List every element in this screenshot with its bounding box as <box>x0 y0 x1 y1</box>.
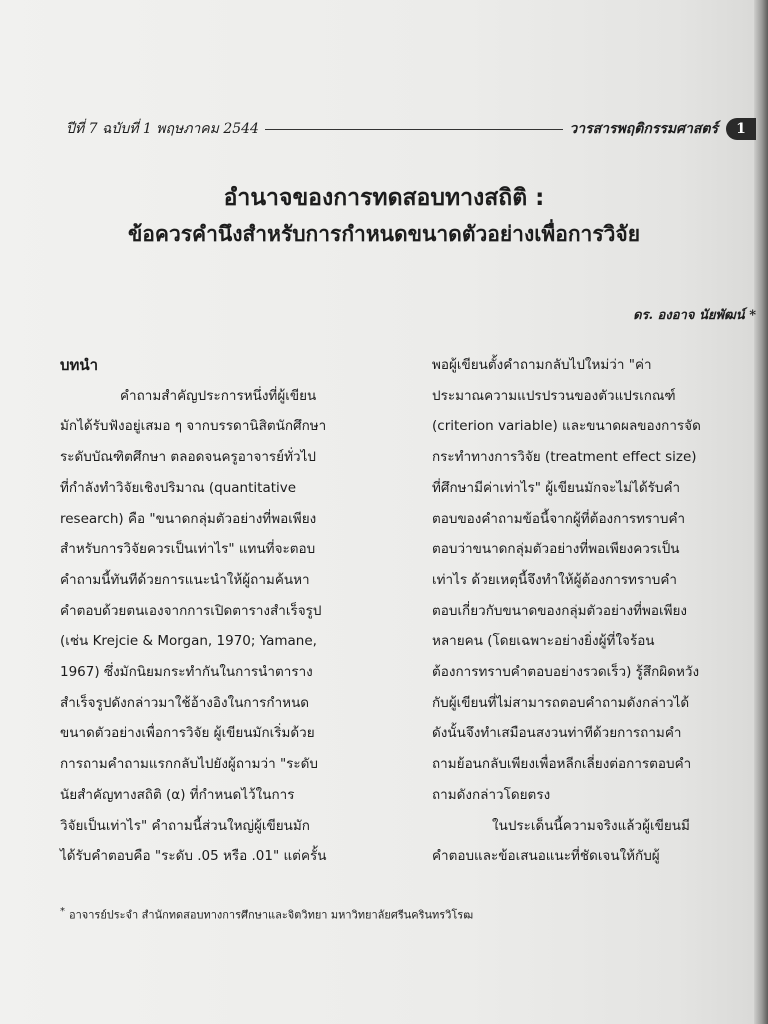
right-column <box>432 350 738 872</box>
text-line: 1967) ซึ่งมักนิยมกระทำกันในการนำตาราง <box>60 664 313 681</box>
text-line: นัยสำคัญทางสถิติ (α) ที่กำหนดไว้ในการ <box>60 786 295 803</box>
footnote <box>60 904 730 924</box>
text-line: มักได้รับฟังอยู่เสมอ ๆ จากบรรดานิสิตนักศึกษา <box>60 418 327 435</box>
section-heading: บทนำ <box>60 356 99 374</box>
text-line: สำหรับการวิจัยควรเป็นเท่าไร" แทนที่จะตอบ <box>60 541 316 558</box>
left-column <box>60 350 366 872</box>
title-main: อำนาจของการทดสอบทางสถิติ : <box>223 185 545 211</box>
header-rule <box>265 129 563 130</box>
text-line: ประมาณความแปรปรวนของตัวแปรเกณฑ์ <box>432 387 676 404</box>
journal-name: วารสารพฤติกรรมศาสตร์ <box>569 121 718 137</box>
text-line: กระทำทางการวิจัย (treatment effect size) <box>432 449 697 466</box>
text-line: (criterion variable) และขนาดผลของการจัด <box>432 418 701 435</box>
title-subtitle: ข้อควรคำนึงสำหรับการกำหนดขนาดตัวอย่างเพื่อการวิจัย <box>127 222 641 246</box>
text-line: เท่าไร ด้วยเหตุนี้จึงทำให้ผู้ต้องการทราบคำ <box>432 571 677 588</box>
text-line: (เช่น Krejcie & Morgan, 1970; Yamane, <box>60 633 317 650</box>
text-line: ถามย้อนกลับเพียงเพื่อหลีกเลี่ยงต่อการตอบคำ <box>432 756 692 773</box>
footnote-mark: * <box>60 906 65 917</box>
text-line: คำถามสำคัญประการหนึ่งที่ผู้เขียน <box>120 387 317 404</box>
text-line: หลายคน (โดยเฉพาะอย่างยิ่งผู้ที่ใจร้อน <box>432 633 655 650</box>
running-header <box>66 118 756 140</box>
text-line: ได้รับคำตอบคือ "ระดับ .05 หรือ .01" แต่ครั้น <box>60 848 327 865</box>
text-line: ตอบว่าขนาดกลุ่มตัวอย่างที่พอเพียงควรเป็น <box>432 541 680 558</box>
author-name: ดร. องอาจ นัยพัฒน์ * <box>633 308 756 323</box>
text-line: ที่กำลังทำวิจัยเชิงปริมาณ (quantitative <box>60 479 297 496</box>
text-line: วิจัยเป็นเท่าไร" คำถามนี้ส่วนใหญ่ผู้เขียนมัก <box>60 817 310 834</box>
text-line: คำตอบและข้อเสนอแนะที่ชัดเจนให้กับผู้ <box>432 848 660 865</box>
scan-edge <box>754 0 768 1024</box>
text-line: กับผู้เขียนที่ไม่สามารถตอบคำถามดังกล่าวได้ <box>432 694 690 711</box>
text-line: ที่ศึกษามีค่าเท่าไร" ผู้เขียนมักจะไม่ได้รับคำ <box>432 479 681 496</box>
text-line: ตอบเกี่ยวกับขนาดของกลุ่มตัวอย่างที่พอเพียง <box>432 602 688 619</box>
text-line: ตอบของคำถามข้อนี้จากผู้ที่ต้องการทราบคำ <box>432 510 686 527</box>
page-number-badge: 1 <box>726 118 756 140</box>
text-line: พอผู้เขียนตั้งคำถามกลับไปใหม่ว่า "ค่า <box>432 357 652 373</box>
issue-info: ปีที่ 7 ฉบับที่ 1 พฤษภาคม 2544 <box>66 121 259 137</box>
text-line: คำถามนี้ทันทีด้วยการแนะนำให้ผู้ถามค้นหา <box>60 571 310 588</box>
article-title <box>0 180 768 252</box>
text-line: การถามคำถามแรกกลับไปยังผู้ถามว่า "ระดับ <box>60 756 318 773</box>
footnote-text: อาจารย์ประจำ สำนักทดสอบทางการศึกษาและจิตวิทยา มหาวิทยาลัยศรีนครินทรวิโรฒ <box>69 908 474 922</box>
text-line: ในประเด็นนี้ความจริงแล้วผู้เขียนมี <box>492 817 690 834</box>
text-line: research) คือ "ขนาดกลุ่มตัวอย่างที่พอเพียง <box>60 510 317 527</box>
text-line: ต้องการทราบคำตอบอย่างรวดเร็ว) รู้สึกผิดหวัง <box>432 664 700 681</box>
text-line: ดังนั้นจึงทำเสมือนสงวนท่าทีด้วยการถามคำ <box>432 725 682 742</box>
text-line: ถามดังกล่าวโดยตรง <box>432 786 551 803</box>
text-line: คำตอบด้วยตนเองจากการเปิดตารางสำเร็จรูป <box>60 602 322 619</box>
text-line: ขนาดตัวอย่างเพื่อการวิจัย ผู้เขียนมักเริ่มด้วย <box>60 725 315 742</box>
text-line: สำเร็จรูปดังกล่าวมาใช้อ้างอิงในการกำหนด <box>60 694 310 711</box>
text-line: ระดับบัณฑิตศึกษา ตลอดจนครูอาจารย์ทั่วไป <box>60 449 316 466</box>
